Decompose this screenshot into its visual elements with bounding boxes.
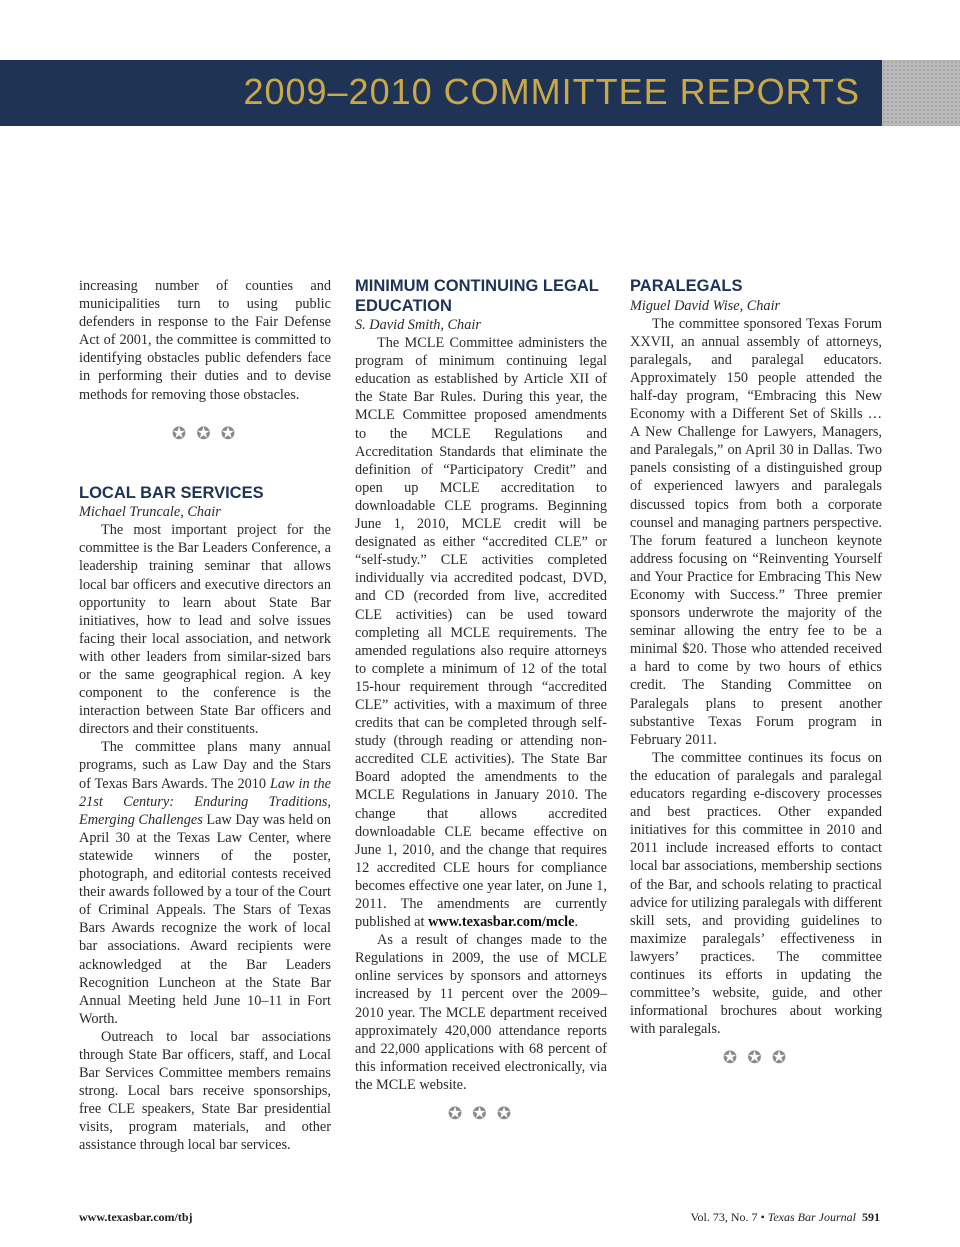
- volume-issue: Vol. 73, No. 7: [690, 1210, 758, 1224]
- star-divider-icon: ✪ ✪ ✪: [447, 1104, 515, 1124]
- text-run: Law Day was held on April 30 at the Texas Law Center, where statewide winners of the poster, photograph, and editorial contests received their awards followed by a tour of the Court of Criminal Appeals. The Stars of Texas Bars Awards recognize the work of local bar associations. Award recipients were acknowledged at the Bar Leaders Recognition Luncheon at the State Bar Annual Meeting held June 10–11 in Fort Worth.: [79, 811, 332, 1027]
- footer-publication-info: [690, 1210, 880, 1225]
- text-run: The MCLE Committee administers the program of minimum continuing legal education as established by Article XII of the State Bar Rules. During this year, the MCLE Committee proposed amendments to the MCLE Regulations and Accreditation Standards that eliminate the definition of “Participatory Credit” and open up MCLE accreditation to downloadable CLE programs. Beginning June 1, 2010, MCLE credit will be designated as either “accredited CLE” or “self-study.” CLE activities completed individually via accredited podcast, DVD, and CD (recorded from live, accredited CLE activities) can be used toward completing all MCLE requirements. The amended regulations also require attorneys to complete a minimum of 12 of the total 15-hour requirement through “accredited CLE” activities, with a maximum of three credits that can be completed through self-study (through reading or attending non-accredited CLE activities). The State Bar Board adopted the amendments to the MCLE Regulations in January 2010. The change that allows accredited downloadable CLE became effective on June 1, 2010, and the change that requires 12 accredited CLE hours for compliance becomes effective one year later, on June 1, 2011. The amendments are currently published at: [355, 335, 607, 931]
- section-chair: Miguel David Wise, Chair: [630, 297, 781, 314]
- section-heading-mcle: MINIMUM CONTINUING LEGAL EDUCATION: [355, 277, 599, 315]
- text-run: The committee plans many annual programs, such as Law Day and the Stars of Texas Bars Awards. The 2010: [79, 739, 331, 792]
- text-run: .: [574, 914, 579, 931]
- paragraph: The most important project for the committee is the Bar Leaders Conference, a leadership training seminar that allows local bar officers and executive directors an opportunity to learn about State Bar initiatives, how to lead and solve issues facing their local association, and network with other leaders from similar-sized bars or the same geographical region. A key component to the conference is the interaction between State Bar officers and directors and their constituents.: [79, 522, 331, 738]
- section-heading-local-bar-services: LOCAL BAR SERVICES: [79, 483, 264, 502]
- paragraph: [355, 334, 607, 931]
- paragraph: [79, 738, 331, 1028]
- star-divider-icon: ✪ ✪ ✪: [171, 423, 239, 443]
- paragraph: The committee continues its focus on the education of paralegals and paralegal educators regarding e-discovery processes and best practices. Other expanded initiatives for this committee in 2010 and 2011 include increased efforts to contact local bar associations, membership sections of the Bar, and schools relating to practical advice for utilizing paralegals with different skill sets, and providing guidelines to maximize paralegals’ effectiveness in lawyers’ practices. The committee continues its efforts in updating the committee’s website, guide, and other informational brochures about working with paralegals.: [630, 749, 882, 1038]
- column-3: [630, 277, 882, 1078]
- paragraph: increasing number of counties and municipalities turn to using public defenders in response to the Fair Defense Act of 2001, the committee is committed to identifying obstacles public defenders face in performing their duties and to devise methods for removing those obstacles.: [79, 278, 331, 403]
- section-chair: Michael Truncale, Chair: [79, 504, 221, 521]
- header-banner: [0, 60, 882, 126]
- footer-bullet: •: [760, 1210, 765, 1224]
- star-divider-icon: ✪ ✪ ✪: [722, 1048, 790, 1068]
- header-tab: [882, 60, 960, 126]
- footer-url[interactable]: www.texasbar.com/tbj: [79, 1210, 193, 1224]
- section-heading-paralegals: PARALEGALS: [630, 277, 743, 295]
- paragraph: As a result of changes made to the Regulations in 2009, the use of MCLE online services by sponsors and attorneys increased by 11 percent over the 2009–2010 year. The MCLE department received approximately 420,000 attendance reports and 22,000 applications with 68 percent of this information received electronically, via the MCLE website.: [355, 932, 607, 1093]
- paragraph: The committee sponsored Texas Forum XXVII, an annual assembly of attorneys, paralegals, and paralegal educators. Approximately 150 people attended the half-day program, “Embracing this New Economy with a Different Set of Skills … A New Challenge for Lawyers, Managers, and Paralegals,” on April 30 in Dallas. Two panels consisting of a distinguished group of experienced lawyers and paralegals discussed topics from both a corporate counsel and managing partners perspective. The forum featured a luncheon keynote address focusing on “Reinventing Yourself and Your Practice for Embracing This New Economy with Success.” Three premier sponsors underwrote the majority of the seminar allowing the entry fee to be a minimal $20. Those who attended received a hard to come by two hours of ethics credit. The Standing Committee on Paralegals plans to present another substantive Texas Forum program in February 2011.: [630, 315, 882, 748]
- page-number: 591: [862, 1210, 880, 1224]
- publication-name: Texas Bar Journal: [767, 1210, 856, 1224]
- column-2: [355, 277, 607, 1134]
- page-title: 2009–2010 COMMITTEE REPORTS: [243, 71, 860, 112]
- section-chair: S. David Smith, Chair: [355, 317, 481, 333]
- law-day-theme: Law in the 21st Century: Enduring Traditions, Emerging Challenges: [79, 775, 331, 828]
- paragraph: Outreach to local bar associations through State Bar officers, staff, and Local Bar Services Committee members remains strong. Local bars receive sponsorships, free CLE speakers, State Bar presidential visits, program materials, and other assistance through local bar services.: [79, 1028, 331, 1154]
- column-1: [79, 277, 331, 1155]
- mcle-url-link[interactable]: www.texasbar.com/mcle: [428, 914, 575, 931]
